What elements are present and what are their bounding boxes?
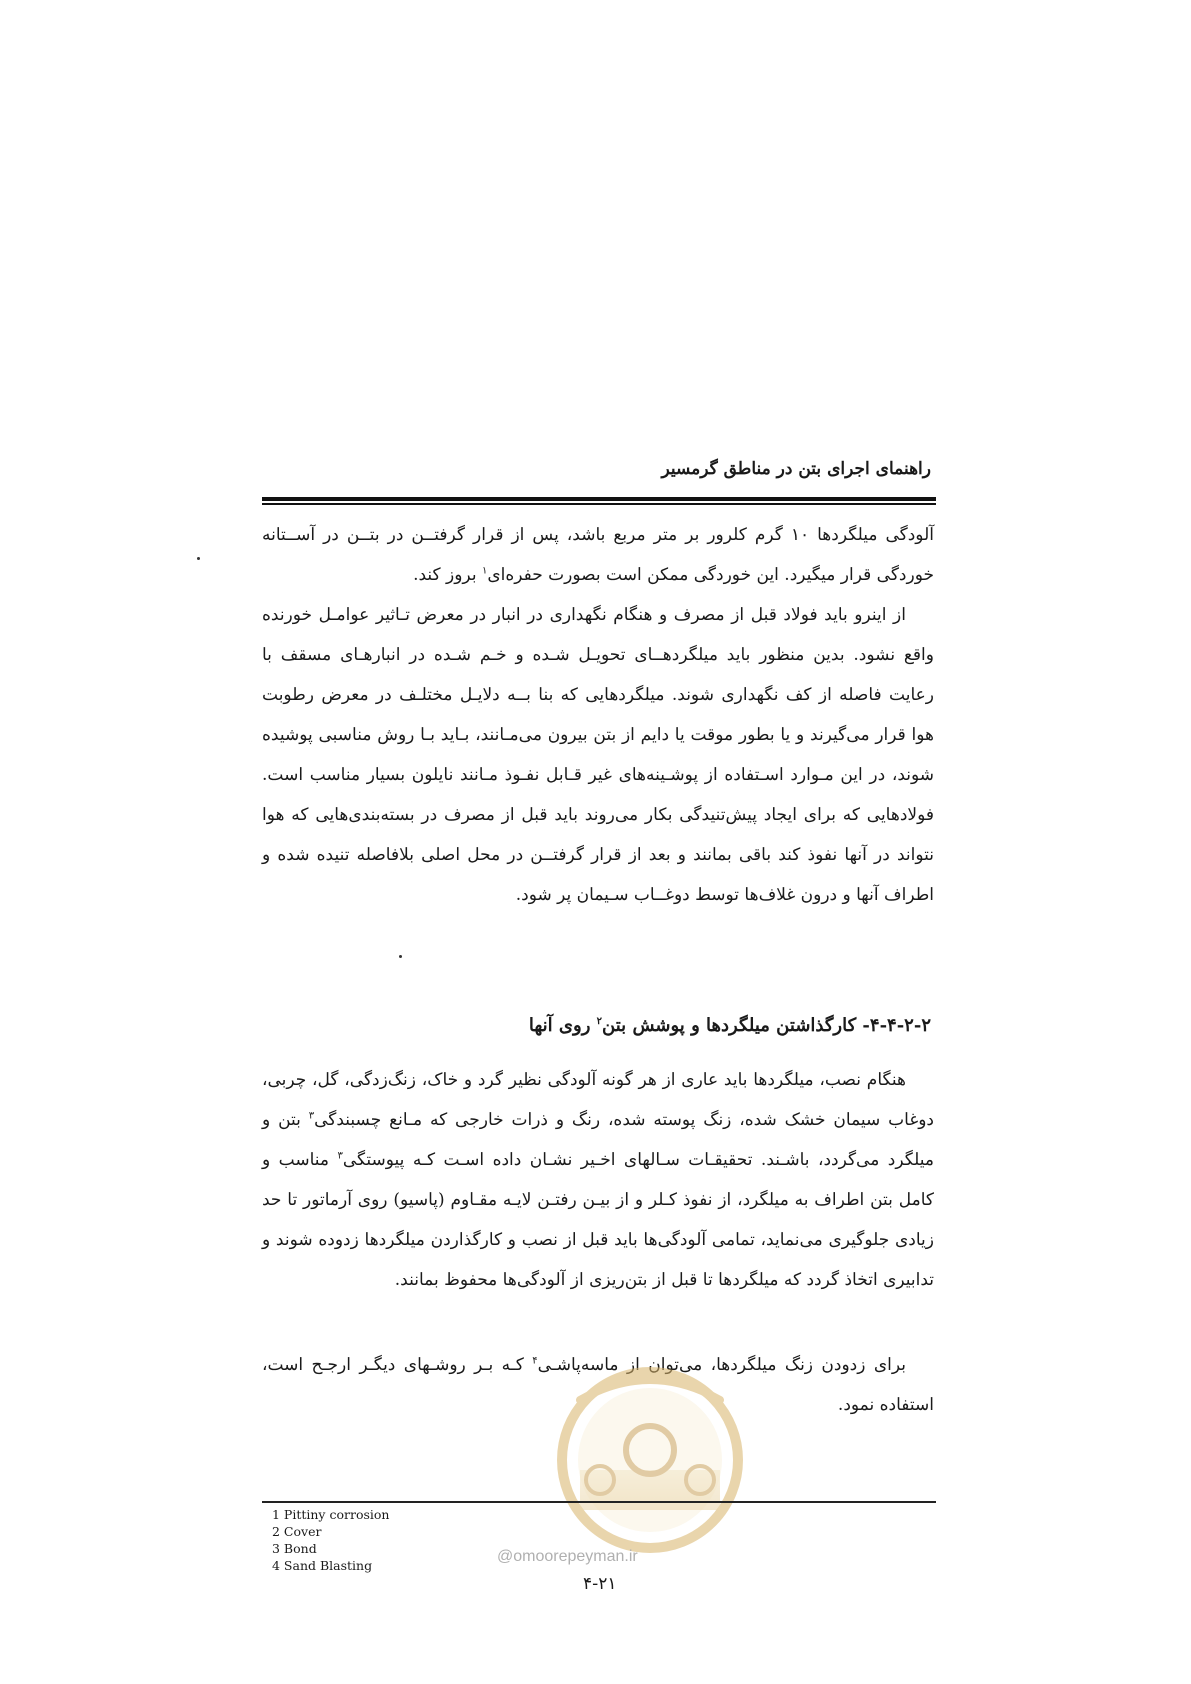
paragraph-a-line-1: آلودگی میلگردها ۱۰ گرم کلرور بر متر مربع باشد، پس از قرار گرفتــن در بتــن در آســتانه خوردگی قرار میگیرد. این خوردگی ممکن است بصورت حفره‌ای$^۱$ بروز کند.	[262, 525, 934, 585]
footnote-3: 3 Bond	[272, 1541, 317, 1556]
running-head: راهنمای اجرای بتن در مناطق گرمسیر	[661, 459, 931, 479]
footnote-1: 1 Pittiny corrosion	[272, 1507, 390, 1522]
section-heading: ۴-۴-۲-۲- کارگذاشتن میلگردها و پوشش بتن$^۲$ روی آنها	[528, 1015, 931, 1036]
header-rule-thick	[262, 497, 936, 501]
footnote-ref-4: ۴	[532, 1355, 538, 1367]
paragraph-a	[262, 515, 934, 915]
footnote-4: 4 Sand Blasting	[272, 1558, 373, 1573]
watermark-site: @omoorepeyman.ir	[497, 1548, 638, 1565]
header-rule-thin	[262, 503, 936, 505]
footnote-2: 2 Cover	[272, 1524, 322, 1539]
paragraph-b: هنگام نصب، میلگردها باید عاری از هر گونه آلودگی نظیر گرد و خاک، زنگ‌زدگی، گل، چربی، دوغاب سیمان خشک شده، زنگ پوسته شده، رنگ و ذرات خارجی که مـانع چسبندگی$^۳$ بتن و میلگرد می‌گردد، باشـند. تحقیقـات سـالهای اخـیر نشـان داده اسـت کـه پیوستگی$^۳$ مناسب و کامل بتن اطراف به میلگرد، از نفوذ کـلر و از بیـن رفتـن لایـه مقـاوم (پاسیو) روی آرماتور تا حد زیادی جلوگیری می‌نماید، تمامی آلودگی‌ها باید قبل از نصب و کارگذاردن میلگردها زدوده شوند و تدابیری اتخاذ گردد که میلگردها تا قبل از بتن‌ریزی از آلودگی‌ها محفوظ بمانند.	[262, 1070, 934, 1290]
footnote-ref-3b: ۳	[337, 1150, 343, 1162]
paragraph-c: برای زدودن زنگ میلگردها، می‌توان از ماسه‌پاشـی$^۴$ کـه بـر روشـهای دیگـر ارجـح است، استفاده نمود.	[262, 1355, 934, 1415]
footnote-ref-2: ۲	[596, 1016, 603, 1027]
footnote-rule	[262, 1501, 936, 1503]
footnotes	[272, 1506, 389, 1574]
footnote-ref-1: ۱	[481, 565, 488, 577]
page-number: ۴-۲۱	[583, 1574, 617, 1594]
speck	[197, 557, 200, 560]
speck	[399, 955, 402, 958]
footnote-ref-3a: ۳	[308, 1110, 315, 1122]
paragraph-a-body: از اینرو باید فولاد قبل از مصرف و هنگام نگهداری در انبار در معرض تـاثیر عوامـل خورنده واقع نشود. بدین منظور باید میلگردهــای تحویـل شـده و خـم شـده در انبارهـای مسقف با رعایت فاصله از کف نگهداری شوند. میلگردهایی که بنا بــه دلایـل مختلـف در معرض رطوبت هوا قرار می‌گیرند و یا بطور موقت یا دایم از بتن بیرون می‌مـانند، بـاید بـا روش مناسبی پوشیده شوند، در این مـوارد اسـتفاده از پوشـینه‌های غیر قـابل نفـوذ مـانند نایلون بسیار مناسب است. فولادهایی که برای ایجاد پیش‌تنیدگی بکار می‌روند باید قبل از مصرف در بسته‌بندی‌هایی که هوا نتواند در آنها نفوذ کند باقی بمانند و بعد از قرار گرفتــن در محل اصلی بلافاصله تنیده شده و اطراف آنها و درون غلاف‌ها توسط دوغــاب سـیمان پر شود.	[262, 605, 934, 905]
